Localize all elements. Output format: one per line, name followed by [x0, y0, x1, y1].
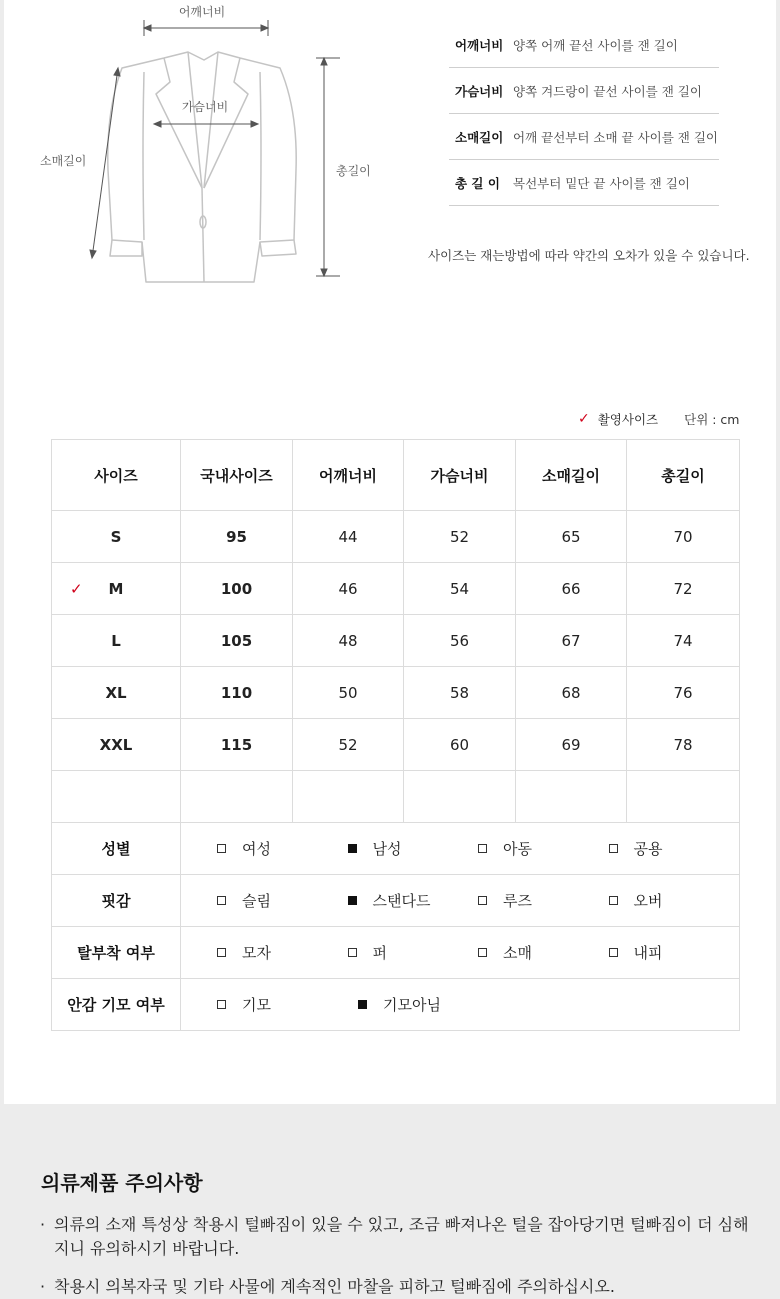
option-label: 퍼	[372, 944, 387, 962]
shoulder-cell: 50	[293, 667, 404, 719]
definition-term: 어깨너비	[455, 37, 504, 53]
option-label: 남성	[372, 840, 402, 858]
header-cell: 사이즈	[52, 440, 181, 511]
definition-term: 총 길 이	[455, 175, 500, 191]
size-table	[51, 439, 740, 1031]
definition-row	[449, 68, 719, 114]
table-row	[52, 667, 740, 719]
attribute-row	[52, 875, 740, 927]
bullet-icon: ·	[40, 1277, 46, 1296]
option-item	[348, 838, 479, 859]
option-item	[348, 942, 479, 963]
option-item	[217, 890, 348, 911]
definition-desc: 어깨 끝선부터 소매 끝 사이를 잰 길이	[513, 129, 718, 145]
table-row	[52, 719, 740, 771]
option-item	[348, 890, 479, 911]
checkbox-icon	[348, 948, 357, 957]
option-item	[217, 942, 348, 963]
kr-size-cell: 110	[181, 667, 293, 719]
chest-cell: 60	[404, 719, 516, 771]
length-cell: 70	[627, 511, 740, 563]
checkbox-checked-icon	[348, 844, 357, 853]
shoulder-cell: 52	[293, 719, 404, 771]
length-label: 총길이	[336, 164, 371, 178]
jacket-diagram	[4, 0, 424, 300]
definition-row	[449, 114, 719, 160]
table-row	[52, 511, 740, 563]
chest-cell: 56	[404, 615, 516, 667]
bullet-icon: ·	[40, 1215, 46, 1234]
checkbox-checked-icon	[358, 1000, 367, 1009]
size-cell: L	[52, 615, 181, 667]
option-item	[609, 942, 740, 963]
length-cell: 76	[627, 667, 740, 719]
checkbox-icon	[217, 948, 226, 957]
option-label: 스탠다드	[372, 892, 431, 910]
length-cell: 78	[627, 719, 740, 771]
kr-size-cell: 95	[181, 511, 293, 563]
definition-row	[449, 22, 719, 68]
size-cell	[52, 563, 181, 615]
size-cell: XXL	[52, 719, 181, 771]
header-cell: 총길이	[627, 440, 740, 511]
unit-label: 단위 : cm	[684, 412, 740, 427]
chest-label: 가슴너비	[181, 100, 229, 114]
size-cell: XL	[52, 667, 181, 719]
checkbox-icon	[217, 896, 226, 905]
checkbox-icon	[609, 896, 618, 905]
definition-desc: 양쪽 어깨 끝선 사이를 잰 길이	[513, 37, 678, 53]
checkbox-icon	[609, 844, 618, 853]
option-item	[358, 994, 499, 1015]
option-label: 루즈	[503, 892, 532, 910]
size-cell: S	[52, 511, 181, 563]
checkbox-icon	[478, 948, 487, 957]
chest-cell: 52	[404, 511, 516, 563]
definition-desc: 양쪽 겨드랑이 끝선 사이를 잰 길이	[513, 83, 702, 99]
chest-cell: 54	[404, 563, 516, 615]
shoulder-cell: 44	[293, 511, 404, 563]
sleeve-cell: 66	[516, 563, 627, 615]
option-item	[609, 890, 740, 911]
attribute-row	[52, 927, 740, 979]
option-item	[609, 838, 740, 859]
measurement-note: 사이즈는 재는방법에 따라 약간의 오차가 있을 수 있습니다.	[428, 248, 750, 263]
notice-title: 의류제품 주의사항	[41, 1171, 203, 1195]
attribute-options	[181, 823, 740, 875]
attribute-row	[52, 979, 740, 1031]
attribute-row	[52, 823, 740, 875]
attribute-label: 탈부착 여부	[52, 927, 181, 979]
table-row	[52, 563, 740, 615]
attribute-options	[181, 875, 740, 927]
notice-list	[40, 1213, 760, 1299]
header-cell: 가슴너비	[404, 440, 516, 511]
checkbox-icon	[478, 896, 487, 905]
table-header	[52, 440, 740, 511]
notice-text: 의류의 소재 특성상 착용시 털빠짐이 있을 수 있고, 조금 빠져나온 털을 잡아당기면 털빠짐이 더 심해지니 유의하시기 바랍니다.	[54, 1215, 749, 1258]
size-value: M	[108, 579, 124, 598]
table-row-empty	[52, 771, 740, 823]
kr-size-cell: 115	[181, 719, 293, 771]
notice-item	[40, 1213, 760, 1261]
option-item	[478, 942, 609, 963]
option-label: 여성	[242, 840, 271, 858]
checkbox-checked-icon	[348, 896, 357, 905]
header-cell: 어깨너비	[293, 440, 404, 511]
option-label: 공용	[633, 840, 663, 858]
length-cell: 74	[627, 615, 740, 667]
shoulder-label: 어깨너비	[178, 5, 226, 19]
attribute-label: 안감 기모 여부	[52, 979, 181, 1031]
option-label: 오버	[633, 892, 663, 910]
sleeve-cell: 67	[516, 615, 627, 667]
option-label: 기모아님	[383, 996, 441, 1014]
kr-size-cell: 105	[181, 615, 293, 667]
option-label: 기모	[242, 996, 271, 1014]
length-cell: 72	[627, 563, 740, 615]
attribute-options	[181, 979, 740, 1031]
checkbox-icon	[609, 948, 618, 957]
attribute-label: 성별	[52, 823, 181, 875]
kr-size-cell: 100	[181, 563, 293, 615]
option-label: 아동	[503, 840, 532, 858]
shoulder-cell: 46	[293, 563, 404, 615]
checkbox-icon	[478, 844, 487, 853]
option-label: 내피	[633, 944, 663, 962]
attribute-options	[181, 927, 740, 979]
definition-term: 가슴너비	[455, 83, 504, 99]
sleeve-cell: 65	[516, 511, 627, 563]
check-icon: ✓	[578, 411, 590, 427]
shoulder-cell: 48	[293, 615, 404, 667]
option-item	[217, 994, 358, 1015]
definition-row	[449, 160, 719, 206]
sleeve-label: 소매길이	[40, 154, 87, 168]
size-info-panel	[4, 0, 776, 1104]
option-label: 슬림	[242, 892, 271, 910]
header-cell: 국내사이즈	[181, 440, 293, 511]
option-label: 소매	[503, 944, 532, 962]
table-row	[52, 615, 740, 667]
checkbox-icon	[217, 1000, 226, 1009]
definition-term: 소매길이	[455, 129, 504, 145]
option-item	[478, 890, 609, 911]
attribute-label: 핏감	[52, 875, 181, 927]
notice-text: 착용시 의복자국 및 기타 사물에 계속적인 마찰을 피하고 털빠짐에 주의하십시오.	[54, 1277, 615, 1296]
checkbox-icon	[217, 844, 226, 853]
chest-cell: 58	[404, 667, 516, 719]
definition-desc: 목선부터 밑단 끝 사이를 잰 길이	[513, 175, 690, 191]
option-item	[478, 838, 609, 859]
check-icon: ✓	[70, 579, 83, 598]
header-cell: 소매길이	[516, 440, 627, 511]
legend-label: 촬영사이즈	[597, 412, 659, 427]
notice-item	[40, 1275, 760, 1299]
sleeve-cell: 68	[516, 667, 627, 719]
measurement-definitions	[449, 22, 719, 206]
sleeve-cell: 69	[516, 719, 627, 771]
size-legend	[578, 410, 739, 428]
option-item	[217, 838, 348, 859]
option-label: 모자	[242, 944, 271, 962]
